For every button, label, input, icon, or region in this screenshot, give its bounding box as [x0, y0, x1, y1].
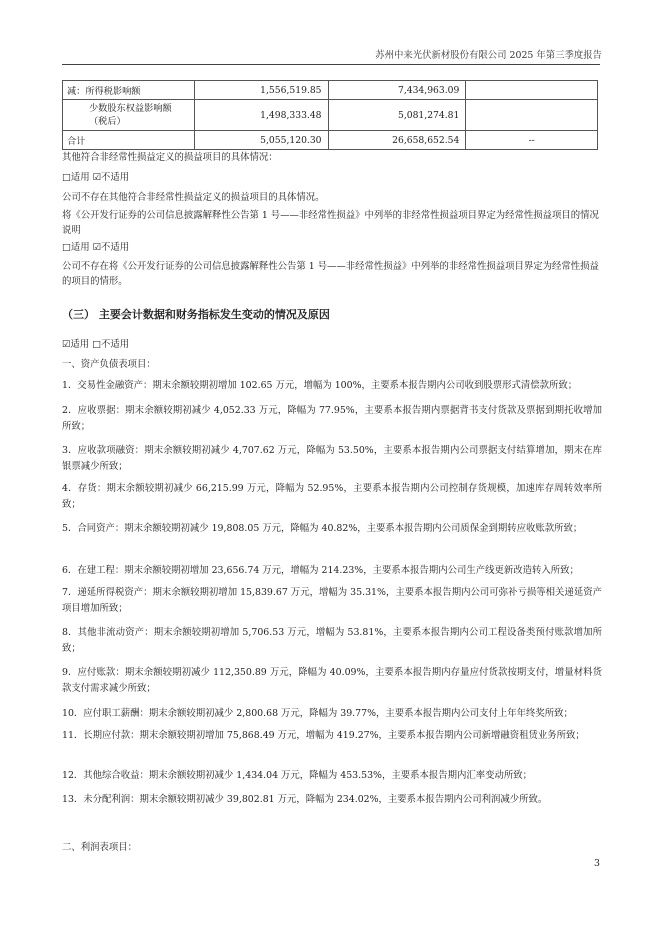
table-row: [63, 81, 598, 100]
row-value-current: 5,055,120.30: [194, 131, 328, 150]
applicability-checkbox: □适用 ☑不适用: [62, 172, 130, 183]
section-title: （三） 主要会计数据和财务指标发生变动的情况及原因: [62, 308, 330, 321]
list-item: 6．在建工程：期末余额较期初增加 23,656.74 万元，增幅为 214.23%，主要系本报告期内公司生产线更新改造转入所致；: [62, 565, 579, 576]
applicability-checkbox: ☑适用 □不适用: [62, 339, 130, 350]
non-recurring-gains-table: [62, 80, 598, 150]
paragraph: 其他符合非经常性损益定义的损益项目的具体情况：: [62, 152, 278, 163]
row-note: [466, 81, 598, 100]
list-item: 7．递延所得税资产：期末余额较期初增加 15,839.67 万元，增幅为 35.31%，主要系本报告期内公司可弥补亏损等相关递延资产项目增加所致；: [62, 587, 602, 614]
list-item: 4．存货：期末余额较期初减少 66,215.99 万元，降幅为 52.95%，主要系本报告期内公司控制存货规模，加速库存周转效率所致；: [62, 483, 602, 510]
list-item: 12．其他综合收益：期末余额较期初减少 1,434.04 万元，降幅为 453.53%，主要系本报告期内汇率变动所致；: [62, 770, 532, 781]
report-header: 苏州中来光伏新材股份有限公司 2025 年第三季度报告: [375, 50, 602, 61]
list-item: 11．长期应付款：期末余额较期初增加 75,868.49 万元，增幅为 419.27%，主要系本报告期内公司新增融资租赁业务所致；: [62, 730, 585, 741]
paragraph: 公司不存在将《公开发行证券的公司信息披露解释性公告第 1 号——非经常性损益》中列举的非经常性损益项目界定为经常性损益的项目的情形。: [62, 261, 599, 287]
row-value-ytd: 7,434,963.09: [328, 81, 466, 100]
paragraph: 公司不存在其他符合非经常性损益定义的损益项目的具体情况。: [62, 192, 325, 203]
header-divider: [62, 64, 600, 65]
list-item: 9．应付账款：期末余额较期初减少 112,350.89 万元，降幅为 40.09%，主要系本报告期内存量应付货款按期支付，增量材料货款支付需求减少所致；: [62, 667, 602, 694]
row-label: 合计: [63, 131, 195, 150]
list-item: 2．应收票据：期末余额较期初减少 4,052.33 万元，降幅为 77.95%，主要系本报告期内票据背书支付货款及票据到期托收增加所致；: [62, 405, 602, 432]
list-item: 3．应收款项融资：期末余额较期初减少 4,707.62 万元，降幅为 53.50%，主要系本报告期内公司票据支付结算增加，期末在库银票减少所致；: [62, 445, 602, 472]
subsection-title: 二、利润表项目：: [62, 842, 138, 853]
list-item: 1．交易性金融资产：期末余额较期初增加 102.65 万元，增幅为 100%，主要系本报告期内公司收到股票形式清偿款所致；: [62, 380, 578, 391]
row-label: 少数股东权益影响额（税后）: [63, 100, 195, 131]
table-row: [63, 131, 598, 150]
list-item: 5．合同资产：期末余额较期初减少 19,808.05 万元，降幅为 40.82%，主要系本报告期内公司质保金到期转应收账款所致；: [62, 523, 583, 534]
list-item: 13．未分配利润：期末余额较期初减少 39,802.81 万元，降幅为 234.02%，主要系本报告期内公司利润减少所致。: [62, 794, 548, 805]
row-note: [466, 100, 598, 131]
paragraph: 将《公开发行证券的公司信息披露解释性公告第 1 号——非经常性损益》中列举的非经常性损益项目界定为经常性损益项目的情况说明: [62, 210, 599, 236]
row-value-ytd: 26,658,652.54: [328, 131, 466, 150]
table-row: [63, 100, 598, 131]
subsection-title: 一、资产负债表项目：: [62, 359, 156, 370]
row-value-ytd: 5,081,274.81: [328, 100, 466, 131]
applicability-checkbox: □适用 ☑不适用: [62, 242, 130, 253]
row-value-current: 1,556,519.85: [194, 81, 328, 100]
row-value-current: 1,498,333.48: [194, 100, 328, 131]
row-label: 减：所得税影响额: [63, 81, 195, 100]
page-number: 3: [594, 858, 600, 869]
list-item: 10．应付职工薪酬：期末余额较期初减少 2,800.68 万元，降幅为 39.77%，主要系本报告期内公司支付上年年终奖所致；: [62, 708, 573, 719]
row-note: --: [466, 131, 598, 150]
list-item: 8．其他非流动资产：期末余额较期初增加 5,706.53 万元，增幅为 53.81%，主要系本报告期内公司工程设备类预付账款增加所致；: [62, 627, 602, 654]
